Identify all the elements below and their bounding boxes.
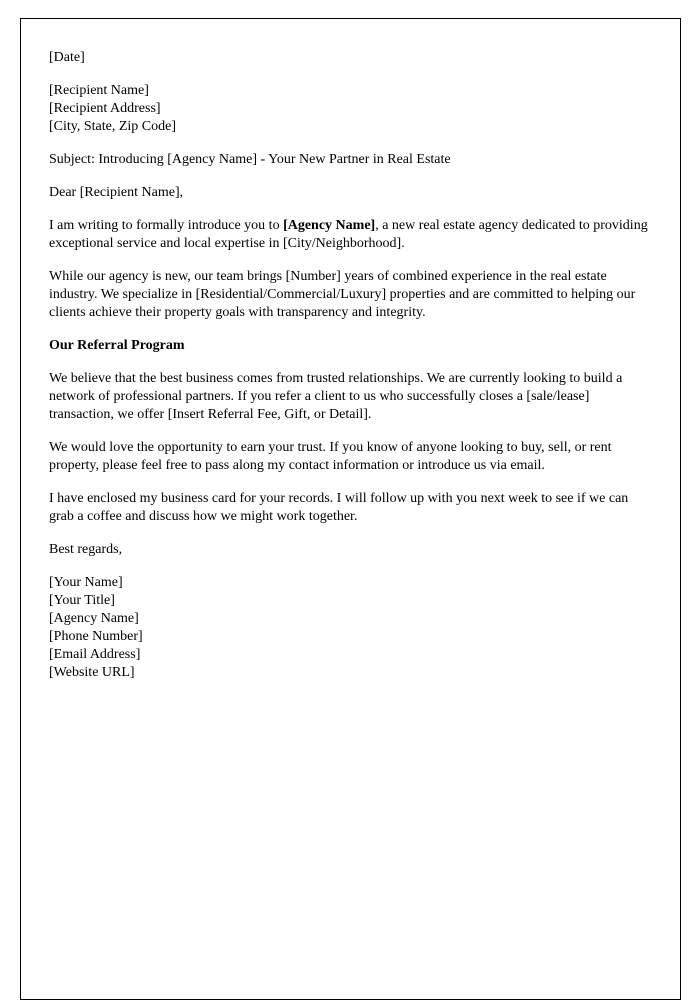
signature-email-address-line: [Email Address]	[49, 647, 141, 662]
salutation: Dear [Recipient Name],	[49, 185, 184, 200]
signature-agency-name-line: [Agency Name]	[49, 611, 139, 626]
date-line: [Date]	[49, 50, 85, 65]
intro-paragraph	[49, 217, 652, 253]
recipient-name-line: [Recipient Name]	[49, 83, 149, 98]
signature-block	[49, 574, 652, 682]
trust-paragraph: We would love the opportunity to earn your trust. If you know of anyone looking to buy, sell, or rent property, please feel free to pass along my contact information or introduce us via email.	[49, 440, 612, 473]
signature-your-title-line: [Your Title]	[49, 593, 115, 608]
experience-paragraph: While our agency is new, our team brings [Number] years of combined experience in the real estate industry. We specialize in [Residential/Commercial/Luxury] properties and are committed to helping our clients achieve their property goals with transparency and integrity.	[49, 269, 636, 320]
recipient-address-block	[49, 82, 652, 136]
agency-name-bold: [Agency Name]	[283, 218, 376, 233]
intro-paragraph-before-bold: I am writing to formally introduce you to	[49, 218, 284, 233]
subject-line: Subject: Introducing [Agency Name] - Your New Partner in Real Estate	[49, 152, 451, 167]
recipient-address-line: [Recipient Address]	[49, 101, 161, 116]
signature-your-name-line: [Your Name]	[49, 575, 123, 590]
followup-paragraph: I have enclosed my business card for your records. I will follow up with you next week to see if we can grab a coffee and discuss how we might work together.	[49, 491, 629, 524]
letter-page	[20, 18, 681, 1000]
signature-phone-number-line: [Phone Number]	[49, 629, 143, 644]
recipient-city-state-zip-line: [City, State, Zip Code]	[49, 119, 177, 134]
intro-paragraph-after-bold: , a new real estate agency dedicated to providing exceptional service and local expertise in [City/Neighborhood].	[49, 218, 648, 251]
referral-paragraph: We believe that the best business comes from trusted relationships. We are currently looking to build a network of professional partners. If you refer a client to us who successfully closes a [sale/lease] transaction, we offer [Insert Referral Fee, Gift, or Detail].	[49, 371, 623, 422]
closing-line: Best regards,	[49, 542, 123, 557]
signature-website-url-line: [Website URL]	[49, 665, 135, 680]
referral-program-heading: Our Referral Program	[49, 338, 185, 353]
